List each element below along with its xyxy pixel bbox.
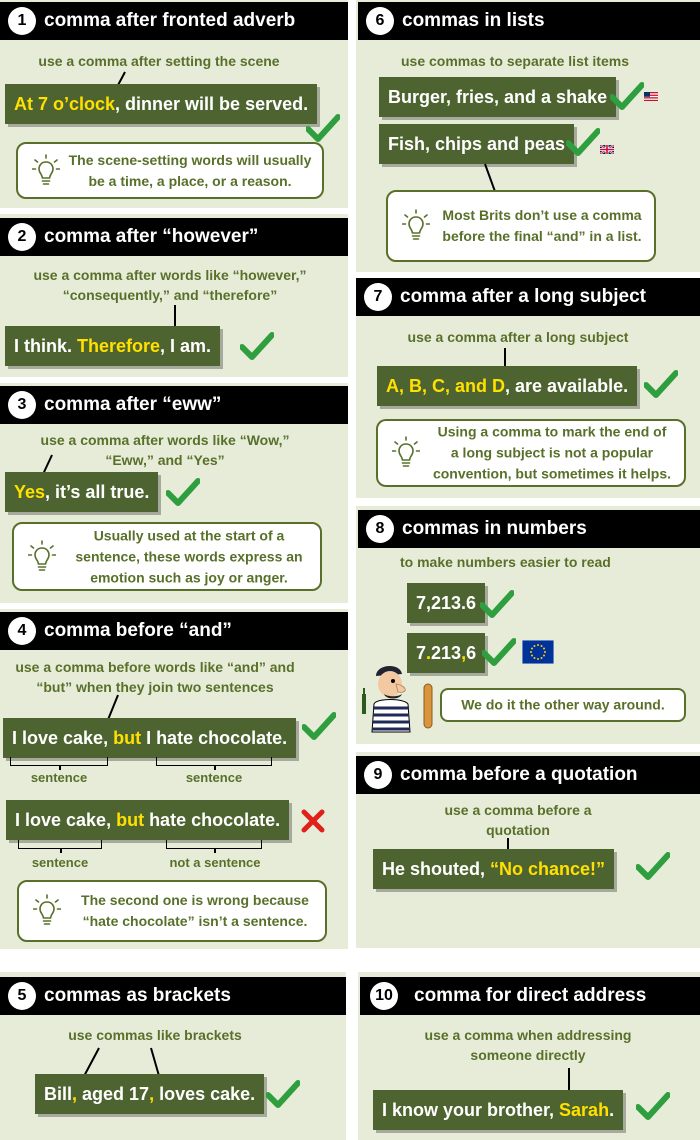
eu-flag-icon — [522, 640, 554, 664]
instruction-note: use commas to separate list items — [401, 53, 629, 69]
lightbulb-icon — [28, 540, 56, 574]
example-sentence: He shouted, “No chance!” — [373, 849, 614, 889]
instruction-note: use a comma after a long subject — [407, 329, 629, 345]
section-10-header — [360, 977, 700, 1015]
checkmark-icon — [636, 852, 670, 880]
lightbulb-icon — [32, 154, 60, 188]
section-number: 5 — [8, 982, 36, 1010]
example-sentence: A, B, C, and D, are available. — [377, 366, 637, 406]
checkmark-icon — [636, 1092, 670, 1120]
tip-box — [386, 190, 656, 262]
section-title: commas as brackets — [44, 985, 231, 1006]
checkmark-icon — [482, 638, 516, 666]
sentence-label: sentence — [185, 770, 243, 785]
sentence-label: sentence — [31, 855, 89, 870]
example-sentence-correct: I love cake, but I hate chocolate. — [3, 718, 296, 758]
instruction-note: use a comma when addressing someone directly — [424, 1027, 632, 1063]
checkmark-icon — [240, 332, 274, 360]
section-title: comma before a quotation — [400, 764, 638, 785]
lightbulb-icon — [402, 209, 430, 243]
section-title: comma after a long subject — [400, 286, 647, 307]
checkmark-icon — [566, 128, 600, 156]
speech-bubble — [440, 688, 686, 722]
sentence-label: sentence — [30, 770, 88, 785]
list-example-american: Burger, fries, and a shake — [379, 77, 616, 117]
section-2-header — [0, 218, 348, 256]
section-8-header — [358, 510, 700, 548]
french-man-icon — [356, 654, 436, 734]
tip-box — [12, 522, 322, 591]
number-example-comma-thousands: 7,213.6 — [407, 583, 485, 623]
tip-box — [376, 419, 686, 487]
section-title: comma before “and” — [44, 620, 232, 641]
section-number: 6 — [366, 7, 394, 35]
lightbulb-icon — [392, 436, 420, 470]
instruction-note: use a comma after setting the scene — [38, 53, 280, 69]
instruction-note: use a comma before a quotation — [444, 802, 592, 838]
us-flag-icon — [644, 92, 658, 101]
checkmark-icon — [306, 114, 340, 142]
example-sentence: I know your brother, Sarah. — [373, 1090, 623, 1130]
checkmark-icon — [480, 590, 514, 618]
section-3-header — [0, 386, 348, 424]
sentence-brace — [18, 840, 102, 849]
instruction-note: use a comma after words like “however,” “consequently,” and “therefore” — [33, 267, 307, 303]
number-example-point-thousands: 7.213,6 — [407, 633, 485, 673]
example-sentence: Yes, it’s all true. — [5, 472, 158, 512]
not-a-sentence-brace — [166, 840, 262, 849]
instruction-note: use commas like brackets — [68, 1027, 242, 1043]
list-example-british: Fish, chips and peas — [379, 124, 574, 164]
section-1-header — [0, 2, 348, 40]
section-title: comma after fronted adverb — [44, 10, 296, 31]
tip-box — [17, 880, 327, 942]
tip-box — [16, 142, 324, 199]
checkmark-icon — [610, 82, 644, 110]
instruction-note: use a comma before words like “and” and “but” when they join two sentences — [15, 659, 295, 695]
section-number: 8 — [366, 515, 394, 543]
instruction-note: use a comma after words like “Wow,” “Eww,” and “Yes” — [40, 432, 290, 468]
tip-text: Usually used at the start of a sentence, these words express an emotion such as joy or anger. — [75, 527, 303, 585]
lightbulb-icon — [33, 894, 61, 928]
section-title: commas in lists — [402, 10, 545, 31]
sentence-brace — [10, 757, 108, 766]
section-4-header — [0, 612, 348, 650]
checkmark-icon — [302, 712, 336, 740]
instruction-note: to make numbers easier to read — [400, 554, 611, 570]
section-title: comma after “eww” — [44, 394, 222, 415]
tip-text: Most Brits don’t use a comma before the final “and” in a list. — [442, 207, 642, 244]
tip-text: The second one is wrong because “hate chocolate” isn’t a sentence. — [81, 892, 309, 929]
section-number: 4 — [8, 617, 36, 645]
section-9-header — [356, 756, 700, 794]
section-number: 7 — [364, 283, 392, 311]
example-sentence: I think. Therefore, I am. — [5, 326, 220, 366]
section-number: 3 — [8, 391, 36, 419]
uk-flag-icon — [600, 145, 614, 154]
section-7-header — [356, 278, 700, 316]
section-title: commas in numbers — [402, 518, 587, 539]
section-title: comma after “however” — [44, 226, 259, 247]
checkmark-icon — [166, 478, 200, 506]
section-number: 9 — [364, 761, 392, 789]
tip-text: Using a comma to mark the end of a long subject is not a popular convention, but sometimes it helps. — [432, 423, 672, 482]
section-number: 1 — [8, 7, 36, 35]
checkmark-icon — [266, 1080, 300, 1108]
cross-icon — [300, 808, 326, 834]
section-title: comma for direct address — [414, 985, 647, 1006]
example-sentence-wrong: I love cake, but hate chocolate. — [6, 800, 289, 840]
example-sentence: At 7 o’clock, dinner will be served. — [5, 84, 317, 124]
checkmark-icon — [644, 370, 678, 398]
speech-text: We do it the other way around. — [461, 696, 665, 713]
not-a-sentence-label: not a sentence — [169, 855, 261, 870]
section-6-header — [358, 2, 700, 40]
section-number: 10 — [370, 982, 398, 1010]
section-5-header — [0, 977, 346, 1015]
section-number: 2 — [8, 223, 36, 251]
example-sentence: Bill, aged 17, loves cake. — [35, 1074, 264, 1114]
sentence-brace — [156, 757, 272, 766]
tip-text: The scene-setting words will usually be a time, a place, or a reason. — [68, 151, 312, 189]
